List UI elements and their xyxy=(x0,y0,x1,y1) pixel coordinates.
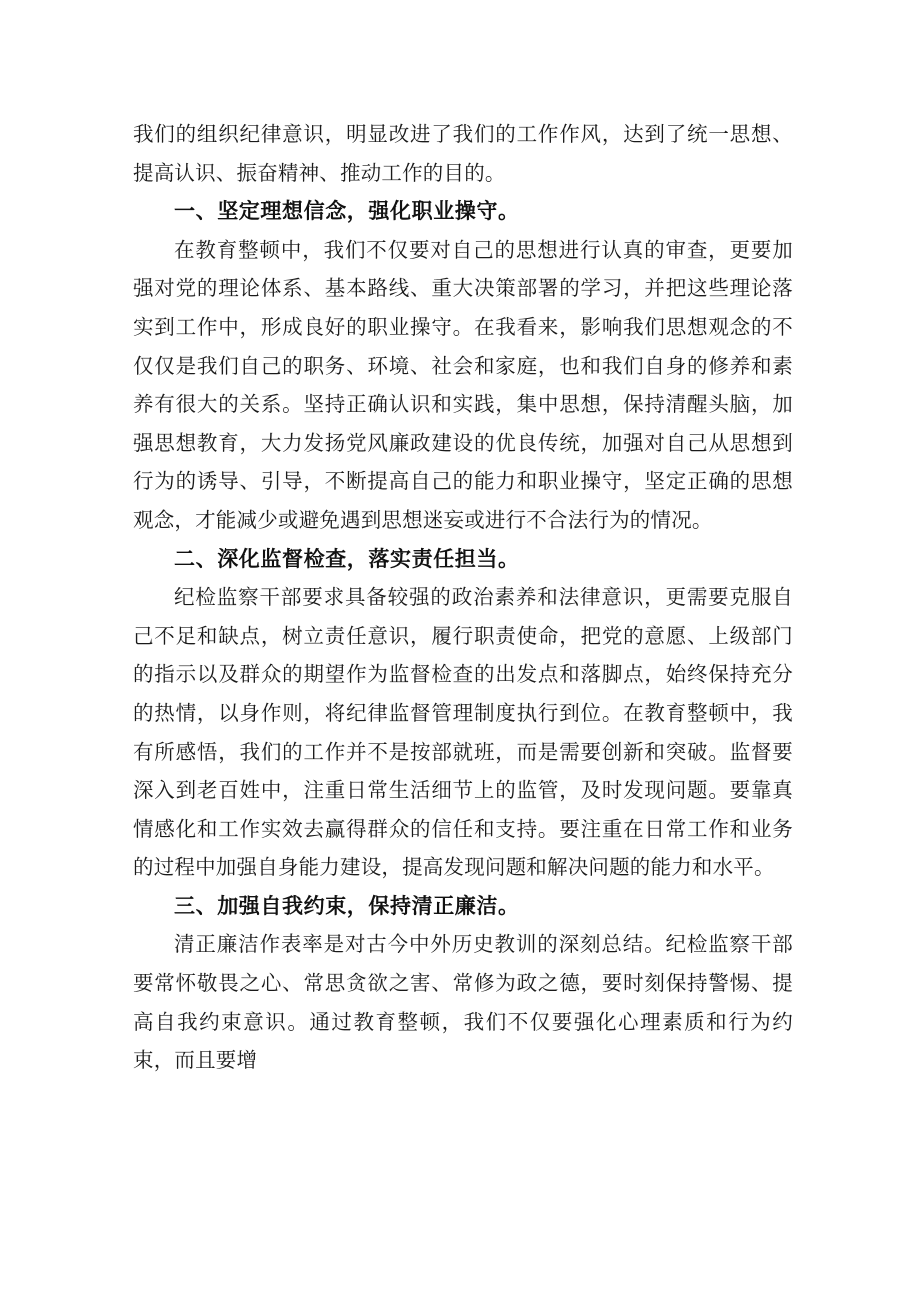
section-1-paragraph: 在教育整顿中，我们不仅要对自己的思想进行认真的审查，更要加强对党的理论体系、基本路线、重大决策部署的学习，并把这些理论落实到工作中，形成良好的职业操守。在我看来，影响我们思想观念的不仅仅是我们自己的职务、环境、社会和家庭，也和我们自身的修养和素养有很大的关系。坚持正确认识和实践，集中思想，保持清醒头脑，加强思想教育，大力发扬党风廉政建设的优良传统，加强对自己从思想到行为的诱导、引导，不断提高自己的能力和职业操守，坚定正确的思想观念，才能减少或避免遇到思想迷妄或进行不合法行为的情况。 xyxy=(133,237,793,532)
section-2-heading: 二、深化监督检查，落实责任担当。 xyxy=(174,546,520,571)
section-2-paragraph: 纪检监察干部要求具备较强的政治素养和法律意识，更需要克服自己不足和缺点，树立责任意识，履行职责使命，把党的意愿、上级部门的指示以及群众的期望作为监督检查的出发点和落脚点，始终保持充分的热情，以身作则，将纪律监督管理制度执行到位。在教育整顿中，我有所感悟，我们的工作并不是按部就班，而是需要创新和突破。监督要深入到老百姓中，注重日常生活细节上的监管，及时发现问题。要靠真情感化和工作实效去赢得群众的信任和支持。要注重在日常工作和业务的过程中加强自身能力建设，提高发现问题和解决问题的能力和水平。 xyxy=(133,585,793,880)
section-3-paragraph: 清正廉洁作表率是对古今中外历史教训的深刻总结。纪检监察干部要常怀敬畏之心、常思贪欲之害、常修为政之德，要时刻保持警惕、提高自我约束意识。通过教育整顿，我们不仅要强化心理素质和行为约束，而且要增 xyxy=(133,932,793,1073)
document-body xyxy=(133,115,793,1080)
section-1-heading: 一、坚定理想信念，强化职业操守。 xyxy=(174,199,520,224)
continuation-paragraph: 我们的组织纪律意识，明显改进了我们的工作作风，达到了统一思想、提高认识、振奋精神、推动工作的目的。 xyxy=(133,122,793,185)
section-3-heading: 三、加强自我约束，保持清正廉洁。 xyxy=(174,893,520,918)
